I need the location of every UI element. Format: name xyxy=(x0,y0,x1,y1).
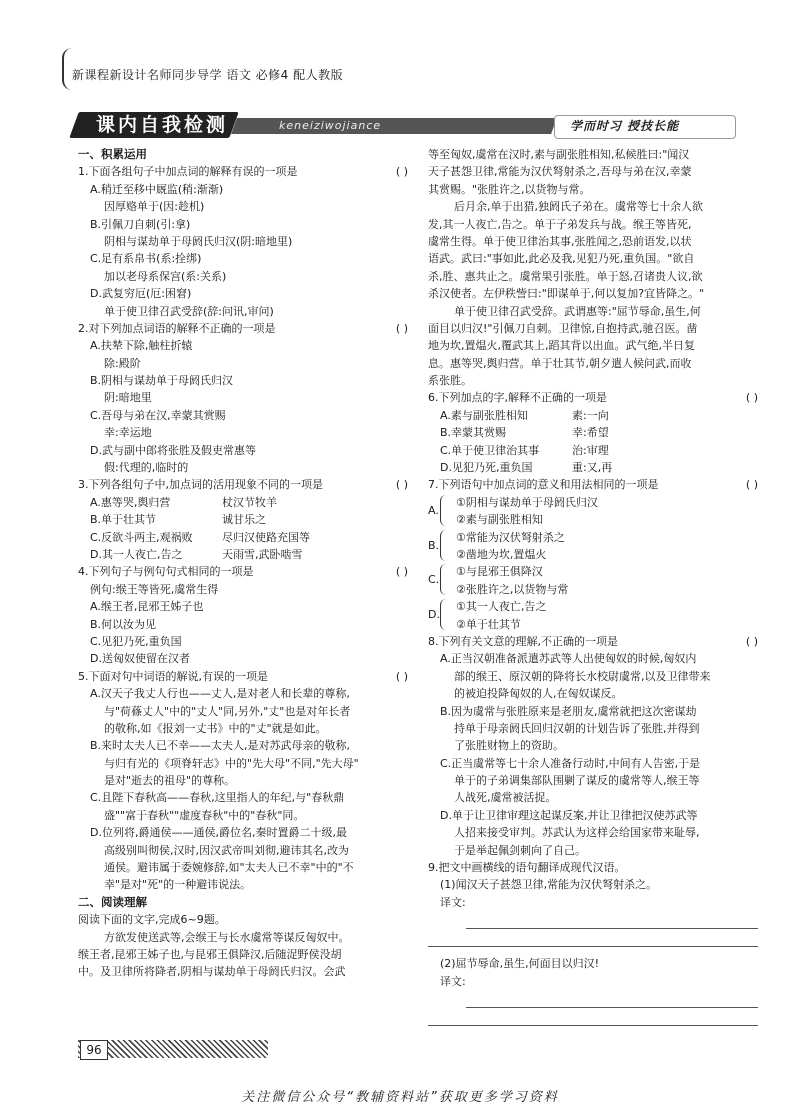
text-line xyxy=(428,163,758,180)
section-heading xyxy=(78,146,408,163)
text-line xyxy=(428,685,758,702)
answer-bracket[interactable]: ( ) xyxy=(395,165,408,179)
answer-bracket[interactable]: ( ) xyxy=(395,478,408,492)
line-text: B.因为虞常与张胜原来是老朋友,虞常就把这次密谋劫 xyxy=(440,704,697,718)
text-line xyxy=(428,876,758,893)
line-text: 人招来接受审判。苏武认为这样会给国家带来耻辱, xyxy=(454,826,700,840)
text-line xyxy=(428,668,758,685)
option-sentence: ①与昆邪王俱降汉 xyxy=(456,565,543,579)
q7-option xyxy=(428,598,758,633)
line-text: 通侯。避讳属于委婉修辞,如"太夫人已不幸"中的"不 xyxy=(104,861,354,875)
line-text: D.送匈奴使留在汉者 xyxy=(90,652,190,666)
text-line xyxy=(78,285,408,302)
line-text: 加以老母系保宫(系:关系) xyxy=(104,269,227,283)
text-line xyxy=(78,581,408,598)
banner-pinyin: keneiziwojiance xyxy=(279,119,382,132)
line-text: (1)闻汉天子甚怨卫律,常能为汉伏弩射杀之。 xyxy=(440,878,658,892)
text-line xyxy=(78,372,408,389)
text-line xyxy=(428,198,758,215)
text-line xyxy=(78,233,408,250)
line-text: 2.对下列加点词语的解释不正确的一项是 xyxy=(78,321,276,335)
line-text: 持单于母亲阏氏回归汉朝的计划告诉了张胜,并得到 xyxy=(454,721,700,735)
text-line xyxy=(78,755,408,772)
line-text: D.武复穷厄(厄:困窘) xyxy=(90,287,192,301)
answer-line[interactable] xyxy=(466,990,758,1008)
answer-bracket[interactable]: ( ) xyxy=(745,634,758,648)
option-sentence: ②单于壮其节 xyxy=(456,617,521,631)
line-text: 除:殿阶 xyxy=(104,356,141,370)
answer-bracket[interactable]: ( ) xyxy=(745,478,758,492)
line-text: 是对"逝去的祖母"的尊称。 xyxy=(104,774,236,788)
text-line xyxy=(428,424,758,441)
line-text: 其赏赐。"张胜许之,以货物与常。 xyxy=(428,182,591,196)
line-text: 的被迫投降匈奴的人,在匈奴谋反。 xyxy=(454,687,623,701)
text-line xyxy=(428,442,758,459)
line-text: 的敬称,如《报刘一丈书》中的"丈"就是如此。 xyxy=(104,721,327,735)
line-text: 盛""富于春秋""虚度春秋"中的"春秋"同。 xyxy=(104,808,305,822)
text-line xyxy=(428,720,758,737)
option-label: C. xyxy=(428,573,440,587)
text-line xyxy=(78,459,408,476)
translation-label-2: 译文: xyxy=(440,974,466,988)
line-text: 一、积累运用 xyxy=(78,147,147,161)
text-line xyxy=(78,703,408,720)
option-right: 素:一向 xyxy=(572,408,609,422)
text-line xyxy=(78,407,408,424)
line-text: 二、阅读理解 xyxy=(78,894,147,909)
text-line xyxy=(428,303,758,320)
line-text: 虞常生得。单于使卫律治其事,张胜闻之,恐前语发,以状 xyxy=(428,234,692,248)
text-line xyxy=(428,650,758,667)
q7-option xyxy=(428,529,758,564)
answer-bracket[interactable]: ( ) xyxy=(395,565,408,579)
text-line xyxy=(78,546,408,563)
text-line xyxy=(428,807,758,824)
line-text: A.正当汉朝准备派遣苏武等人出使匈奴的时候,匈奴内 xyxy=(440,652,697,666)
brace-mark xyxy=(440,599,447,630)
option-sentence: ②素与副张胜相知 xyxy=(456,513,543,527)
text-line xyxy=(428,824,758,841)
text-line xyxy=(78,511,408,528)
text-line xyxy=(78,181,408,198)
text-line xyxy=(428,268,758,285)
text-line xyxy=(428,703,758,720)
line-text: 假:代理的,临时的 xyxy=(104,461,189,475)
line-text: 了张胜财物上的资助。 xyxy=(454,739,564,753)
option-left: D.见犯乃死,重负国 xyxy=(440,461,533,475)
text-line xyxy=(428,755,758,772)
reading-passage-and-questions xyxy=(428,146,758,494)
answer-bracket[interactable]: ( ) xyxy=(395,669,408,683)
text-line xyxy=(78,529,408,546)
option-left: C.单于使卫律治其事 xyxy=(440,443,540,457)
option-sentence: ①常能为汉伏弩射杀之 xyxy=(456,530,565,544)
question-7-options xyxy=(428,494,758,633)
text-line xyxy=(78,911,408,928)
text-line xyxy=(78,772,408,789)
line-text: A.缑王者,昆邪王姊子也 xyxy=(90,600,204,614)
line-text: 高级别叫彻侯,汉时,因汉武帝叫刘彻,避讳其名,改为 xyxy=(104,843,349,857)
q7-option xyxy=(428,494,758,529)
text-line xyxy=(78,668,408,685)
text-line xyxy=(428,146,758,163)
text-line xyxy=(78,250,408,267)
line-text: 单于的子弟调集部队围剿了谋反的虞常等人,缑王等 xyxy=(454,774,700,788)
text-line xyxy=(78,859,408,876)
text-line xyxy=(78,929,408,946)
line-text: 方欲发使送武等,会缑王与长水虞常等谋反匈奴中。 xyxy=(104,930,350,944)
text-line xyxy=(78,963,408,980)
option-left: B.单于壮其节 xyxy=(90,513,157,527)
text-line xyxy=(428,355,758,372)
text-line xyxy=(78,476,408,493)
text-line xyxy=(78,320,408,337)
questions-8-9 xyxy=(428,633,758,894)
text-line xyxy=(428,459,758,476)
text-line xyxy=(78,563,408,580)
answer-line[interactable] xyxy=(428,929,758,947)
option-right: 诚甘乐之 xyxy=(222,513,266,527)
line-text: 7.下列语句中加点词的意义和用法相同的一项是 xyxy=(428,478,659,492)
option-left: D.其一人夜亡,告之 xyxy=(90,547,183,561)
book-series-header: 新课程新设计名师同步导学 语文 必修4 配人教版 xyxy=(72,68,344,82)
option-label: B. xyxy=(428,538,440,552)
footer-note: 关注微信公众号“教辅资料站”获取更多学习资料 xyxy=(241,1090,559,1105)
text-line xyxy=(78,737,408,754)
text-line xyxy=(78,807,408,824)
text-line xyxy=(78,633,408,650)
text-line xyxy=(428,407,758,424)
line-text: 阅读下面的文字,完成6~9题。 xyxy=(78,913,226,927)
line-text: D.位列将,爵通侯——通侯,爵位名,秦时置爵二十级,最 xyxy=(90,826,347,840)
option-sentence: ②凿地为坎,置煴火 xyxy=(456,547,547,561)
line-text: B.引佩刀自刺(引:拿) xyxy=(90,217,191,231)
line-text: D.武与副中郎将张胜及假吏常惠等 xyxy=(90,443,256,457)
answer-line[interactable] xyxy=(466,911,758,929)
text-line xyxy=(428,320,758,337)
text-line xyxy=(428,337,758,354)
q9-part2: (2)屈节辱命,虽生,何面目以归汉! xyxy=(440,957,599,971)
text-line xyxy=(428,372,758,389)
line-text: 发,其一人夜亡,告之。单于子弟发兵与战。缑王等皆死, xyxy=(428,217,692,231)
text-line xyxy=(78,650,408,667)
line-text: 单于使卫律召武受辞。武谓惠等:"屈节辱命,虽生,何 xyxy=(454,304,701,318)
option-label: D. xyxy=(428,608,440,622)
option-sentence: ②张胜许之,以货物与常 xyxy=(456,582,569,596)
line-text: 系张胜。 xyxy=(428,374,472,388)
banner-title: 课内自我检测 xyxy=(96,114,229,136)
line-text: 语武。武曰:"事如此,此必及我,见犯乃死,重负国。"欲自 xyxy=(428,252,695,266)
option-right: 重:又,再 xyxy=(572,461,613,475)
line-text: 阴相与谋劫单于母阏氏归汉(阴:暗地里) xyxy=(104,234,293,248)
text-line xyxy=(78,337,408,354)
line-text: 面目以归汉!"引佩刀自刺。卫律惊,自抱持武,驰召医。凿 xyxy=(428,321,698,335)
text-line xyxy=(428,789,758,806)
line-text: 部的缑王、原汉朝的降将长水校尉虞常,以及卫律带来 xyxy=(454,669,711,683)
text-line xyxy=(428,389,758,406)
translation-label-1: 译文: xyxy=(440,895,466,909)
line-text: 因厚赂单于(因:趁机) xyxy=(104,200,205,214)
line-text: B.何以汝为见 xyxy=(90,617,157,631)
line-text: 息。惠等哭,舆归营。单于壮其节,朝夕遣人候问武,而收 xyxy=(428,356,692,370)
line-text: B.阴相与谋劫单于母阏氏归汉 xyxy=(90,374,234,388)
line-text: 地为坎,置煴火,覆武其上,蹈其背以出血。武气绝,半日复 xyxy=(428,339,695,353)
page-number: 96 xyxy=(80,1040,108,1060)
section-heading xyxy=(78,894,408,911)
text-line xyxy=(428,633,758,650)
line-text: D.单于让卫律审理这起谋反案,并让卫律把汉使苏武等 xyxy=(440,808,698,822)
line-text: 例句:缑王等皆死,虞常生得 xyxy=(90,582,219,596)
text-line xyxy=(428,233,758,250)
line-text: 后月余,单于出猎,独阏氏子弟在。虞常等七十余人欲 xyxy=(454,200,703,214)
text-line xyxy=(78,685,408,702)
text-line xyxy=(78,303,408,320)
line-text: 与归有光的《项脊轩志》中的"先大母"不同,"先大母" xyxy=(104,756,359,770)
brace-mark xyxy=(440,564,447,595)
option-left: C.反欲斗两主,观祸败 xyxy=(90,530,193,544)
answer-bracket[interactable]: ( ) xyxy=(745,391,758,405)
line-text: 1.下面各组句子中加点词的解释有误的一项是 xyxy=(78,165,298,179)
line-text: 阴:暗地里 xyxy=(104,391,152,405)
answer-line[interactable] xyxy=(428,1008,758,1026)
text-line xyxy=(428,285,758,302)
line-text: C.吾母与弟在汉,幸蒙其赏赐 xyxy=(90,408,226,422)
text-line xyxy=(78,876,408,893)
line-text: 9.把文中画横线的语句翻译成现代汉语。 xyxy=(428,861,626,875)
text-line xyxy=(428,859,758,876)
option-sentence: ①其一人夜亡,告之 xyxy=(456,600,547,614)
line-text: B.来时太夫人已不幸——太夫人,是对苏武母亲的敬称, xyxy=(90,739,351,753)
text-line xyxy=(78,216,408,233)
line-text: A.汉天子我丈人行也——丈人,是对老人和长辈的尊称, xyxy=(90,687,350,701)
text-line xyxy=(428,737,758,754)
option-left: A.惠等哭,舆归营 xyxy=(90,495,171,509)
option-right: 杖汉节牧羊 xyxy=(222,495,277,509)
text-line xyxy=(78,494,408,511)
q7-option xyxy=(428,563,758,598)
line-text: C.足有系帛书(系:拴绑) xyxy=(90,252,202,266)
line-text: 杀,胜、惠共止之。虞常果引张胜。单于怒,召诸贵人议,欲 xyxy=(428,269,703,283)
text-line xyxy=(78,824,408,841)
text-line xyxy=(78,842,408,859)
line-text: C.正当虞常等七十余人准备行动时,中间有人告密,于是 xyxy=(440,756,701,770)
line-text: C.且陛下春秋高——春秋,这里指人的年纪,与"春秋鼎 xyxy=(90,791,345,805)
text-line xyxy=(78,355,408,372)
line-text: 缑王者,昆邪王姊子也,与昆邪王俱降汉,后随浞野侯没胡 xyxy=(78,947,342,961)
text-line xyxy=(428,181,758,198)
text-line xyxy=(78,442,408,459)
text-line xyxy=(428,476,758,493)
line-text: 与"荷蓧丈人"中的"丈人"同,另外,"丈"也是对年长者 xyxy=(104,704,351,718)
text-line xyxy=(78,163,408,180)
right-column xyxy=(428,146,758,1026)
text-line xyxy=(78,598,408,615)
left-column xyxy=(78,146,408,981)
text-line xyxy=(78,268,408,285)
text-line xyxy=(78,616,408,633)
option-sentence: ①阴相与谋劫单于母阏氏归汉 xyxy=(456,495,598,509)
line-text: 人战死,虞常被活捉。 xyxy=(454,791,557,805)
line-text: 3.下列各组句子中,加点词的活用现象不同的一项是 xyxy=(78,478,323,492)
line-text: 5.下面对句中词语的解说,有误的一项是 xyxy=(78,669,268,683)
option-label: A. xyxy=(428,503,439,517)
text-line xyxy=(78,424,408,441)
text-line xyxy=(78,789,408,806)
option-left: A.素与副张胜相知 xyxy=(440,408,528,422)
banner-motto: 学而时习 授技长能 xyxy=(570,119,680,133)
line-text: 8.下列有关文意的理解,不正确的一项是 xyxy=(428,634,618,648)
line-text: 4.下列句子与例句句式相同的一项是 xyxy=(78,565,254,579)
option-right: 治:审理 xyxy=(572,443,609,457)
option-left: B.幸蒙其赏赐 xyxy=(440,426,507,440)
text-line xyxy=(428,842,758,859)
text-line xyxy=(78,198,408,215)
line-text: C.见犯乃死,重负国 xyxy=(90,634,182,648)
text-line xyxy=(428,216,758,233)
text-line xyxy=(78,720,408,737)
line-text: 单于使卫律召武受辞(辞:问讯,审问) xyxy=(104,304,274,318)
brace-mark xyxy=(440,495,447,526)
text-line xyxy=(78,946,408,963)
line-text: 6.下列加点的字,解释不正确的一项是 xyxy=(428,391,607,405)
text-line xyxy=(428,772,758,789)
line-text: A.稍迁至移中厩监(稍:渐渐) xyxy=(90,182,224,196)
answer-bracket[interactable]: ( ) xyxy=(395,321,408,335)
line-text: 于是举起佩剑刺向了自己。 xyxy=(454,843,586,857)
line-text: 中。及卫律所将降者,阴相与谋劫单于母阏氏归汉。会武 xyxy=(78,965,346,979)
brace-mark xyxy=(440,530,447,561)
line-text: 天子甚怨卫律,常能为汉伏弩射杀之,吾母与弟在汉,幸蒙 xyxy=(428,165,692,179)
text-line xyxy=(78,389,408,406)
line-text: 杀汉使者。左伊秩訾曰:"即谋单于,何以复加?宜皆降之。" xyxy=(428,287,705,301)
option-right: 天雨雪,武卧啮雪 xyxy=(222,547,303,561)
line-text: 幸:幸运地 xyxy=(104,426,152,440)
line-text: 等至匈奴,虞常在汉时,素与副张胜相知,私候胜曰:"闻汉 xyxy=(428,148,690,161)
option-right: 尽归汉使路充国等 xyxy=(222,530,310,544)
line-text: 幸"是对"死"的一种避讳说法。 xyxy=(104,878,252,892)
line-text: A.扶辇下除,触柱折辕 xyxy=(90,339,193,353)
text-line xyxy=(428,250,758,267)
option-right: 幸:希望 xyxy=(572,426,609,440)
section-banner xyxy=(74,112,734,138)
